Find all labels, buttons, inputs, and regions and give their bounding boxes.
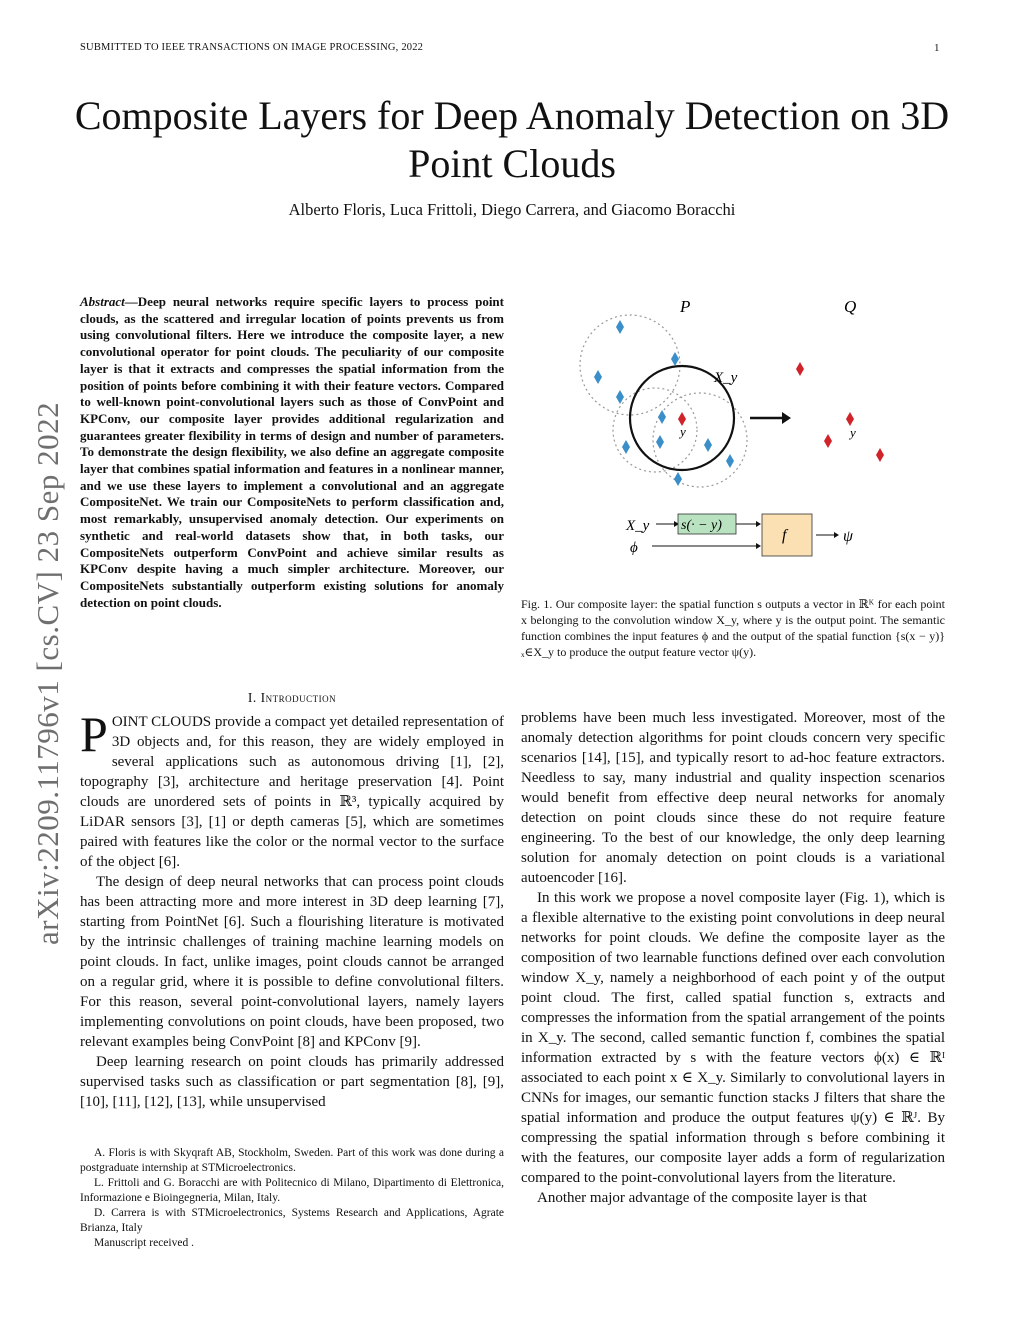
section-number: I. [247, 690, 257, 705]
flow-arrowhead [756, 521, 761, 527]
right-paragraph-2: In this work we propose a novel composite layer (Fig. 1), which is a flexible alternative to the existing point convolutions in deep neural networks for point clouds. We define the composite layer as the composition of two learnable functions defined over each convolution window X_y, namely a neighborhood of each point y of the output point cloud. The first, called spatial function s, extracts and compresses the information from the spatial arrangement of the points in X_y. The second, called semantic function f, combines the spatial information extracted by s with the feature vectors ϕ(x) ∈ ℝᴵ associated to each point x ∈ X_y. Similarly to convolutional layers in CNNs for images, our semantic function stacks J filters that share the spatial information and produce the output features ψ(y) ∈ ℝᴶ. By compressing the spatial information through s before combining it with the features, our composite layer adds a form of regularization compared to the point-convolutional layers from the literature. [521, 890, 945, 1186]
flow-input-Xy: X_y [626, 518, 650, 534]
right-paragraph-3: Another major advantage of the composite layer is that [537, 1190, 867, 1206]
abstract-text: —Deep neural networks require specific layers to process point clouds, as the scattered and irregular location of points prevents us from using convolutional filters. Here we introduce the composite layer, a new convolutional operator for point clouds. The peculiarity of our composite layer is that it extracts and compresses the spatial information from the position of points before combining it with their feature vectors. Compared to well-known point-convolutional layers such as those of ConvPoint and KPConv, our composite layer provides additional regularization and guarantees greater flexibility in terms of design and number of parameters. To demonstrate the design flexibility, we also define an aggregate composite layer that combines spatial information and features in a nonlinear manner, and we use these layers to implement a convolutional and an aggregate CompositeNet. We train our CompositeNets to perform classification and, most remarkably, unsupervised anomaly detection. Our experiments on synthetic and real-world datasets show that, in both tasks, our CompositeNets outperform ConvPoint and achieve similar results as KPConv despite having a much simpler architecture. Moreover, our CompositeNets substantially outperform existing solutions for anomaly detection on point clouds. [80, 294, 504, 610]
intro-paragraph-2: The design of deep neural networks that can process point clouds has been attracting more and more interest in 3D deep learning [7], starting from PointNet [6]. Such a flourishing literature is motivated by the intrinsic challenges of training machine learning models on point clouds. In fact, unlike images, point clouds cannot be arranged on a regular grid, where it is possible to define convolutional filters. For this reason, several point-convolutional layers, namely layers implementing convolutions on point clouds, have been proposed, two relevant examples being ConvPoint [8] and KPConv [9]. [80, 874, 504, 1050]
footnotes [80, 1146, 504, 1251]
mapping-arrowhead [782, 412, 791, 424]
drop-cap: P [80, 706, 108, 762]
label-Xy: X_y [714, 370, 738, 386]
flow-input-phi: ϕ [630, 540, 638, 556]
paper-title: Composite Layers for Deep Anomaly Detection on 3D Point Clouds [74, 93, 950, 186]
intro-body [80, 706, 505, 1112]
right-paragraph-1: problems have been much less investigated. Moreover, most of the anomaly detection algorithms for point clouds concern very specific scenarios [14], [15], and typically resort to ad-hoc feature extractors. Needless to say, many industrial and quality inspection scenarios would benefit from effective deep neural networks for anomaly detection on point clouds since these do not require feature engineering. To the best of our knowledge, the only deep learning solution for anomaly detection on point clouds is a variational autoencoder [16]. [521, 710, 945, 886]
abstract-lead: Abstract [80, 294, 125, 309]
blue-point [658, 410, 666, 424]
caption-label: Fig. 1. [521, 597, 553, 611]
intro-lead-caps: OINT CLOUDS [111, 714, 212, 730]
label-y-right: y [850, 425, 856, 440]
blue-point [726, 454, 734, 468]
red-point [846, 412, 854, 426]
blue-point [671, 352, 679, 366]
red-point-group [796, 362, 884, 462]
footnote: Manuscript received . [94, 1237, 194, 1249]
intro-paragraph-1 [80, 706, 505, 872]
label-P: P [680, 297, 691, 316]
section-title: Introduction [260, 690, 337, 705]
output-psi: ψ [843, 528, 853, 545]
intro-paragraph-1-text: provide a compact yet detailed representation of 3D objects and, for this reason, they are widely employed in several applications such as autonomous driving [1], [2], topography [3], architecture and heritage preservation [4]. Point clouds are unordered sets of points in ℝ³, typically acquired by LiDAR sensors [3], [1] or depth cameras [5], which are sometimes paired with features like the color or the normal vector to the surface of the object [6]. [80, 714, 505, 870]
footnote: L. Frittoli and G. Boracchi are with Politecnico di Milano, Dipartimento di Elettronica, Informazione e Bioingegneria, Milan, Italy. [80, 1177, 504, 1204]
blue-point [622, 440, 630, 454]
section-heading [80, 690, 504, 706]
semantic-function-box [762, 514, 812, 556]
red-point [796, 362, 804, 376]
arxiv-stamp: arXiv:2209.11796v1 [cs.CV] 23 Sep 2022 [30, 401, 65, 945]
blue-point [704, 438, 712, 452]
flow-arrowhead [756, 543, 761, 549]
label-y-left: y [680, 424, 686, 439]
figure-1 [560, 290, 920, 580]
page-number: 1 [934, 42, 940, 54]
footnote: D. Carrera is with STMicroelectronics, Systems Research and Applications, Agrate Brianza, Italy [80, 1207, 504, 1234]
blue-point [594, 370, 602, 384]
author-list: Alberto Floris, Luca Frittoli, Diego Carrera, and Giacomo Boracchi [288, 200, 736, 219]
label-Q: Q [844, 297, 857, 316]
running-header: SUBMITTED TO IEEE TRANSACTIONS ON IMAGE PROCESSING, 2022 [80, 42, 424, 53]
blue-point [674, 472, 682, 486]
intro-paragraph-3: Deep learning research on point clouds has primarily addressed supervised tasks such as classification or part segmentation [8], [9], [10], [11], [12], [13], while unsupervised [80, 1054, 504, 1110]
footnote: A. Floris is with Skyqraft AB, Stockholm, Sweden. Part of this work was done during a postgraduate internship at STMicroelectronics. [80, 1147, 504, 1174]
spatial-function-label: s(· − y) [681, 518, 722, 533]
right-column-body [521, 708, 945, 1208]
red-point [876, 448, 884, 462]
flow-arrowhead [834, 532, 839, 538]
caption-text: Our composite layer: the spatial function s outputs a vector in ℝᴷ for each point x belonging to the convolution window X_y, where y is the output point. The semantic function combines the input features ϕ and the output of the spatial function {s(x − y)}ₓ∈X_y to produce the output feature vector ψ(y). [521, 597, 945, 659]
semantic-function-label: f [782, 527, 787, 544]
dotted-neighborhood-circle [580, 315, 680, 415]
red-point [824, 434, 832, 448]
figure-caption [521, 596, 945, 660]
blue-point [616, 390, 624, 404]
blue-point [616, 320, 624, 334]
abstract [80, 294, 504, 611]
blue-point [656, 435, 664, 449]
